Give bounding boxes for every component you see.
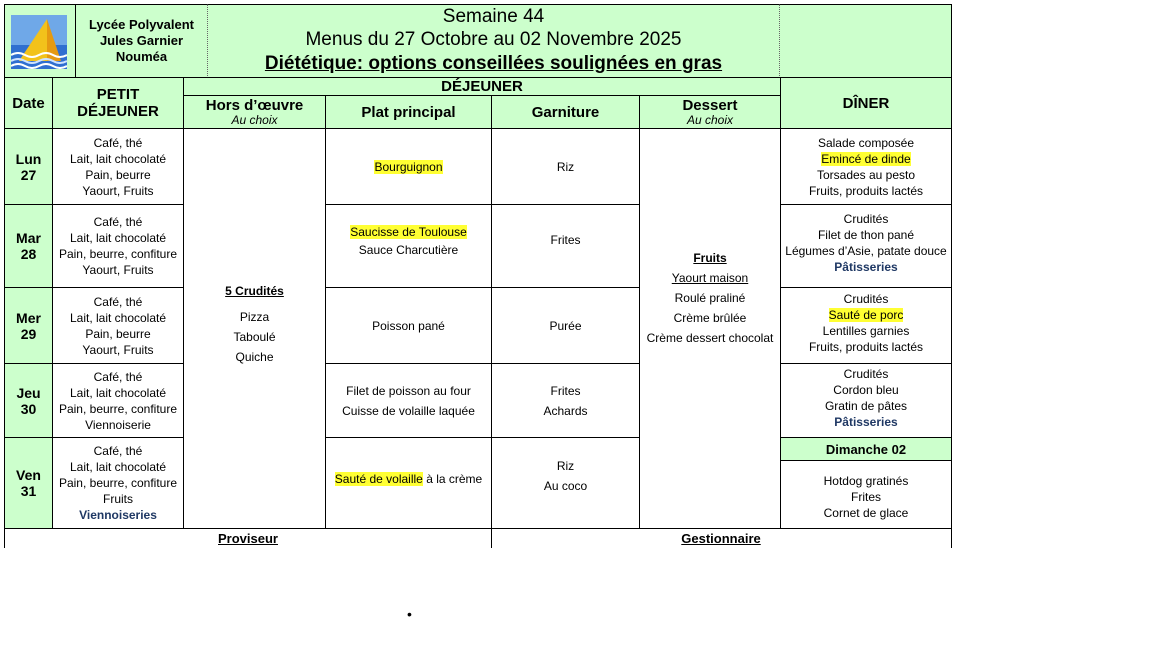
breakfast-item: Café, thé — [93, 294, 143, 309]
main-dish: Sauté de volaille — [334, 472, 423, 486]
breakfast-cell-mon — [52, 128, 184, 205]
breakfast-item: Pain, beurre, confiture — [58, 476, 178, 490]
principal-signature-label: Proviseur — [218, 531, 278, 546]
main-cell-fri — [325, 437, 492, 529]
dinner-cell-thu — [780, 363, 952, 438]
sunday-title: Dimanche 02 — [825, 441, 907, 457]
col-dessert — [639, 95, 781, 129]
dinner-item: Salade composée — [817, 135, 915, 150]
breakfast-item: Café, thé — [93, 135, 143, 150]
dinner-item: Crudités — [843, 291, 889, 306]
manager-signature-label: Gestionnaire — [681, 531, 761, 546]
col-side-label: Garniture — [531, 103, 600, 121]
school-line-1: Lycée Polyvalent — [88, 17, 194, 32]
breakfast-item: Viennoiseries — [79, 508, 157, 522]
main-cell-tue — [325, 204, 492, 288]
dinner-item: Pâtisseries — [834, 260, 898, 274]
col-starter-label: Hors d’œuvre — [205, 97, 304, 114]
dinner-item: Crudités — [843, 366, 889, 381]
school-line-2: Jules Garnier — [99, 33, 184, 48]
day-number: 31 — [20, 483, 37, 499]
starter-item: Pizza — [239, 309, 270, 324]
day-name: Ven — [16, 467, 41, 483]
breakfast-cell-tue — [52, 204, 184, 288]
side-cell-fri — [491, 437, 640, 529]
dessert-item: Crème dessert chocolat — [646, 330, 774, 345]
school-logo-icon — [11, 15, 67, 69]
day-number: 27 — [20, 166, 37, 183]
date-range: Menus du 27 Octobre au 02 Novembre 2025 — [305, 29, 682, 50]
dinner-item: Filet de thon pané — [817, 228, 915, 242]
day-cell-fri — [4, 437, 53, 529]
side-item: Au coco — [543, 479, 588, 493]
dinner-item: Emincé de dinde — [821, 151, 911, 166]
footer-right — [491, 528, 952, 548]
stray-bullet: • — [407, 606, 412, 622]
school-name — [76, 4, 208, 78]
col-dinner-label: DÎNER — [842, 94, 890, 112]
col-starter — [183, 95, 326, 129]
breakfast-item: Pain, beurre, confiture — [58, 247, 178, 261]
breakfast-item: Lait, lait chocolaté — [69, 310, 167, 325]
side-item: Frites — [550, 383, 581, 398]
col-breakfast-label: PETIT DÉJEUNER — [77, 86, 159, 120]
side-cell-tue — [491, 204, 640, 288]
dinner-item: Cordon bleu — [833, 382, 899, 397]
breakfast-cell-wed — [52, 287, 184, 364]
dinner-cell-tue — [780, 204, 952, 288]
breakfast-item: Lait, lait chocolaté — [69, 460, 167, 474]
col-side — [491, 95, 640, 129]
dinner-item: Crudités — [843, 212, 889, 226]
day-cell-wed — [4, 287, 53, 364]
main-dish-sauce: Sauce Charcutière — [358, 243, 459, 257]
day-number: 29 — [20, 325, 37, 342]
logo-cell — [4, 4, 76, 78]
dinner-cell-mon — [780, 128, 952, 205]
side-item: Frites — [550, 233, 581, 247]
day-cell-thu — [4, 363, 53, 438]
breakfast-cell-thu — [52, 363, 184, 438]
breakfast-cell-fri — [52, 437, 184, 529]
dinner-item: Torsades au pesto — [816, 167, 916, 182]
dinner-item: Gratin de pâtes — [824, 398, 908, 413]
breakfast-item: Pain, beurre — [85, 326, 151, 341]
title-block — [208, 4, 780, 78]
col-main — [325, 95, 492, 129]
breakfast-item: Lait, lait chocolaté — [69, 231, 167, 245]
day-name: Mar — [16, 230, 41, 246]
col-lunch-label: DÉJEUNER — [441, 78, 523, 95]
col-date — [4, 77, 53, 129]
side-item: Achards — [543, 403, 588, 418]
main-dish-alt: Cuisse de volaille laquée — [342, 403, 475, 418]
dinner-item: Fruits, produits lactés — [808, 339, 924, 354]
main-cell-thu — [325, 363, 492, 438]
day-cell-mon — [4, 128, 53, 205]
side-cell-thu — [491, 363, 640, 438]
sunday-item: Frites — [851, 489, 881, 504]
breakfast-item: Lait, lait chocolaté — [69, 385, 167, 400]
breakfast-item: Café, thé — [93, 444, 143, 458]
breakfast-item: Yaourt, Fruits — [82, 183, 154, 198]
day-name: Lun — [15, 150, 42, 167]
side-item: Riz — [556, 159, 575, 174]
dessert-title: Fruits — [693, 250, 727, 265]
main-dish: Filet de poisson au four — [346, 383, 471, 398]
dinner-item: Pâtisseries — [834, 414, 898, 429]
side-item: Riz — [556, 459, 575, 473]
sunday-item: Cornet de glace — [823, 505, 909, 520]
sunday-item: Hotdog gratinés — [823, 473, 909, 488]
breakfast-item: Yaourt, Fruits — [82, 342, 154, 357]
breakfast-item: Café, thé — [93, 215, 143, 229]
col-starter-note: Au choix — [231, 113, 278, 127]
breakfast-item: Fruits — [103, 492, 133, 506]
starter-cell — [183, 128, 326, 529]
dessert-item: Yaourt maison — [671, 270, 749, 285]
dessert-cell — [639, 128, 781, 529]
side-item: Purée — [549, 318, 582, 333]
breakfast-item: Pain, beurre — [85, 167, 151, 182]
day-number: 28 — [20, 246, 37, 262]
footer-left — [4, 528, 492, 548]
main-dish: Bourguignon — [374, 159, 443, 174]
breakfast-item: Yaourt, Fruits — [82, 263, 154, 277]
dinner-cell-wed — [780, 287, 952, 364]
day-name: Jeu — [16, 384, 41, 401]
side-cell-wed — [491, 287, 640, 364]
main-cell-mon — [325, 128, 492, 205]
header-empty-cell — [780, 4, 952, 78]
sunday-header — [780, 437, 952, 461]
diet-note: Diététique: options conseillées soulignées en gras — [264, 53, 723, 74]
main-cell-wed — [325, 287, 492, 364]
col-main-label: Plat principal — [361, 103, 456, 121]
breakfast-item: Café, thé — [93, 369, 143, 384]
dinner-item: Lentilles garnies — [822, 323, 910, 338]
school-line-3: Nouméa — [115, 49, 168, 64]
side-cell-mon — [491, 128, 640, 205]
breakfast-item: Viennoiserie — [85, 417, 151, 432]
col-dessert-label: Dessert — [682, 97, 738, 114]
main-dish: Saucisse de Toulouse — [350, 225, 467, 239]
dessert-item: Crème brûlée — [673, 310, 747, 325]
dessert-item: Roulé praliné — [674, 290, 746, 305]
col-dessert-note: Au choix — [686, 113, 734, 127]
dinner-item: Légumes d’Asie, patate douce — [785, 244, 947, 258]
breakfast-item: Pain, beurre, confiture — [58, 401, 178, 416]
starter-item: Taboulé — [233, 329, 276, 344]
starter-item: Quiche — [235, 349, 274, 364]
week-title: Semaine 44 — [442, 6, 545, 27]
day-number: 30 — [20, 400, 37, 417]
main-dish-suffix: à la crème — [426, 472, 483, 486]
col-breakfast — [52, 77, 184, 129]
col-lunch — [183, 77, 781, 96]
breakfast-item: Lait, lait chocolaté — [69, 151, 167, 166]
dinner-item: Fruits, produits lactés — [808, 183, 924, 198]
sunday-dinner-cell — [780, 460, 952, 529]
col-dinner — [780, 77, 952, 129]
day-cell-tue — [4, 204, 53, 288]
day-name: Mer — [16, 309, 41, 326]
col-date-label: Date — [12, 94, 45, 112]
starter-title: 5 Crudités — [225, 283, 284, 298]
dinner-item: Sauté de porc — [828, 307, 904, 322]
main-dish: Poisson pané — [372, 318, 445, 333]
